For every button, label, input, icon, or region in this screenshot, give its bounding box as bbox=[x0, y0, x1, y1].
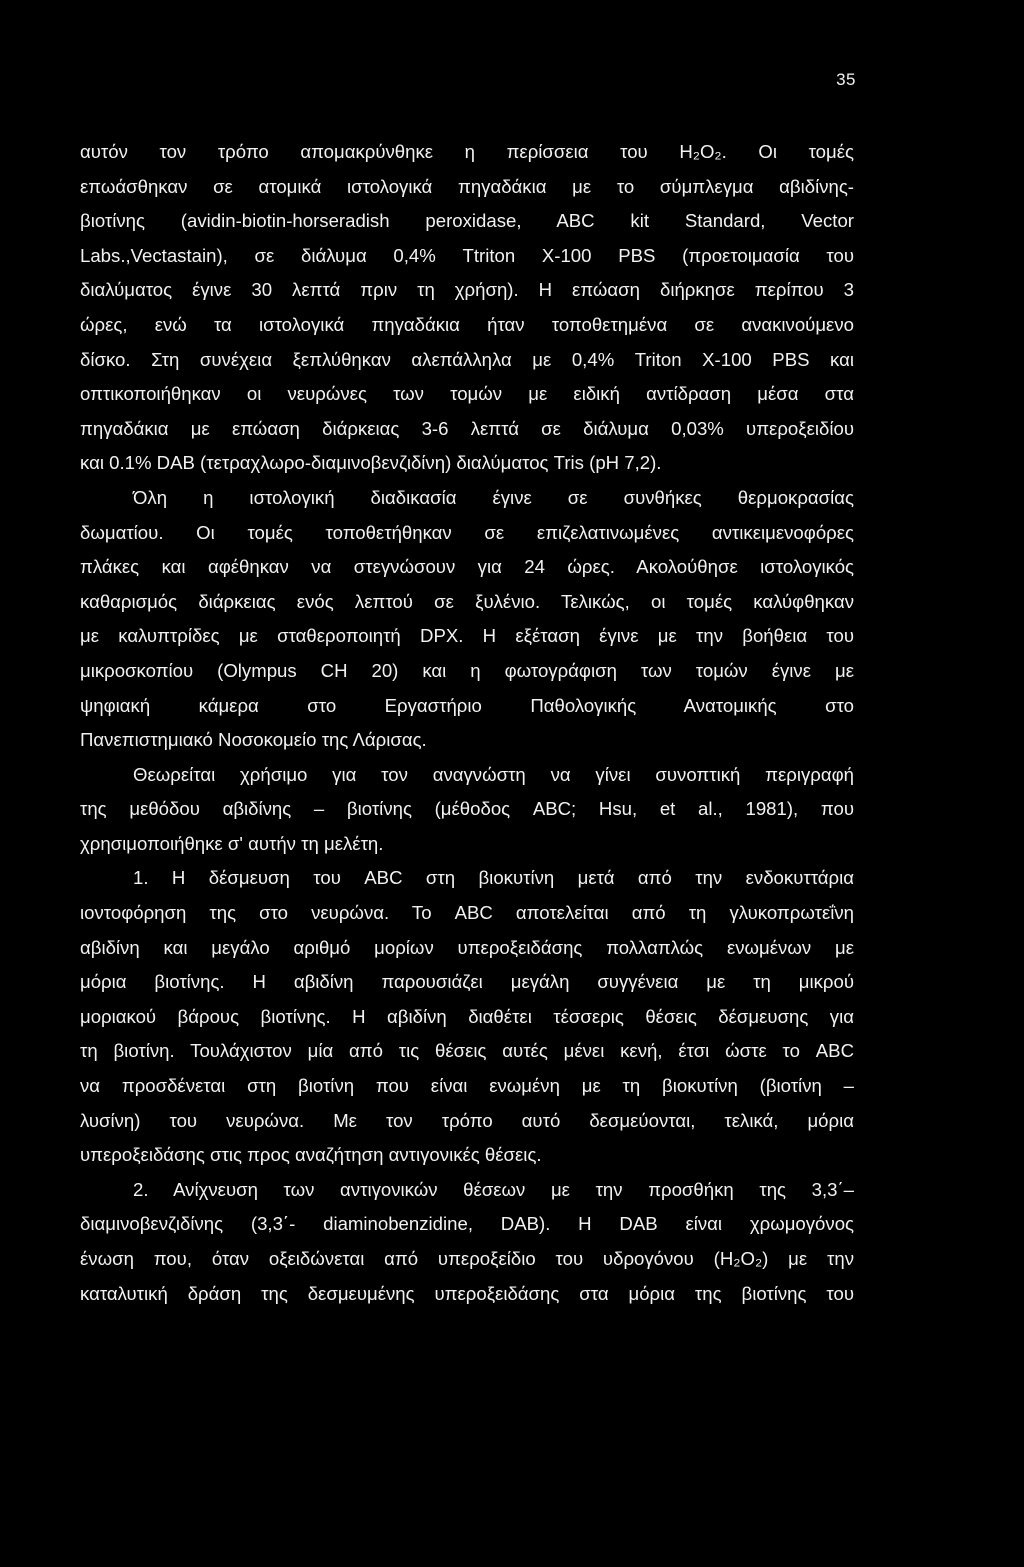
page-number: 35 bbox=[836, 70, 856, 89]
text-line: Όλη η ιστολογική διαδικασία έγινε σε συνθήκες θερμοκρασίας bbox=[133, 486, 854, 508]
text-line: καταλυτική δράση της δεσμευμένης υπεροξειδάσης στα μόρια της βιοτίνης του bbox=[80, 1282, 854, 1304]
text-line: οπτικοποιήθηκαν οι νευρώνες των τομών με ειδική αντίδραση μέσα στα bbox=[80, 383, 854, 405]
text-line: Labs.,Vectastain), σε διάλυμα 0,4% Ttriton X-100 PBS (προετοιμασία του bbox=[80, 244, 854, 266]
text-line: υπεροξειδάσης στις προς αναζήτηση αντιγονικές θέσεις. bbox=[80, 1144, 542, 1166]
text-line: τη βιοτίνη. Τουλάχιστον μία από τις θέσεις αυτές μένει κενή, έτσι ώστε το ABC bbox=[80, 1040, 854, 1062]
text-line: διαλύματος έγινε 30 λεπτά πριν τη χρήση). Η επώαση διήρκησε περίπου 3 bbox=[80, 279, 854, 301]
text-line: ώρες, ενώ τα ιστολογικά πηγαδάκια ήταν τοποθετημένα σε ανακινούμενο bbox=[80, 313, 854, 335]
text-line: μοριακού βάρους βιοτίνης. Η αβιδίνη διαθέτει τέσσερις θέσεις δέσμευσης για bbox=[80, 1005, 854, 1027]
text-line: δίσκο. Στη συνέχεια ξεπλύθηκαν αλεπάλληλα με 0,4% Triton X-100 PBS και bbox=[80, 348, 854, 370]
text-line: επωάσθηκαν σε ατομικά ιστολογικά πηγαδάκια με το σύμπλεγμα αβιδίνης- bbox=[80, 175, 854, 197]
text-line: μόρια βιοτίνης. Η αβιδίνη παρουσιάζει μεγάλη συγγένεια με τη μικρού bbox=[80, 971, 854, 993]
text-line: Θεωρείται χρήσιμο για τον αναγνώστη να γίνει συνοπτική περιγραφή bbox=[133, 763, 854, 785]
text-line: μικροσκοπίου (Olympus CH 20) και η φωτογράφιση των τομών έγινε με bbox=[80, 659, 854, 681]
text-line: με καλυπτρίδες με σταθεροποιητή DPX. Η εξέταση έγινε με την βοήθεια του bbox=[80, 625, 854, 647]
text-line: 2. Ανίχνευση των αντιγονικών θέσεων με την προσθήκη της 3,3΄– bbox=[133, 1178, 854, 1200]
text-line: 1. Η δέσμευση του ABC στη βιοκυτίνη μετά από την ενδοκυττάρια bbox=[133, 867, 854, 889]
text-line: καθαρισμός διάρκειας ενός λεπτού σε ξυλένιο. Τελικώς, οι τομές καλύφθηκαν bbox=[80, 590, 854, 612]
text-line: δωματίου. Οι τομές τοποθετήθηκαν σε επιζελατινωμένες αντικειμενοφόρες bbox=[80, 521, 854, 543]
text-line: της μεθόδου αβιδίνης – βιοτίνης (μέθοδος ABC; Hsu, et al., 1981), που bbox=[80, 798, 854, 820]
text-line: διαμινοβενζιδίνης (3,3΄- diaminobenzidine, DAB). Η DAB είναι χρωμογόνος bbox=[80, 1213, 854, 1235]
text-line: και 0.1% DAB (τετραχλωρο-διαμινοβενζιδίνη) διαλύματος Tris (pH 7,2). bbox=[80, 452, 662, 474]
text-line: πλάκες και αφέθηκαν να στεγνώσουν για 24 ώρες. Ακολούθησε ιστολογικός bbox=[80, 556, 854, 578]
text-line: ένωση που, όταν οξειδώνεται από υπεροξείδιο του υδρογόνου (H₂O₂) με την bbox=[80, 1248, 854, 1269]
text-line: λυσίνη) του νευρώνα. Με τον τρόπο αυτό δεσμεύονται, τελικά, μόρια bbox=[80, 1109, 854, 1131]
text-line: Πανεπιστημιακό Νοσοκομείο της Λάρισας. bbox=[80, 729, 427, 751]
text-line: βιοτίνης (avidin-biotin-horseradish peroxidase, ABC kit Standard, Vector bbox=[80, 210, 854, 232]
text-line: ιοντοφόρηση της στο νευρώνα. Το ABC αποτελείται από τη γλυκοπρωτεΐνη bbox=[80, 902, 854, 924]
text-line: αβιδίνη και μεγάλο αριθμό μορίων υπεροξειδάσης πολλαπλώς ενωμένων με bbox=[80, 936, 854, 958]
text-line: να προσδένεται στη βιοτίνη που είναι ενωμένη με τη βιοκυτίνη (βιοτίνη – bbox=[80, 1075, 854, 1097]
text-line: πηγαδάκια με επώαση διάρκειας 3-6 λεπτά σε διάλυμα 0,03% υπεροξειδίου bbox=[80, 417, 854, 439]
text-line: χρησιμοποιήθηκε σ' αυτήν τη μελέτη. bbox=[80, 832, 384, 854]
text-line: ψηφιακή κάμερα στο Εργαστήριο Παθολογικής Ανατομικής στο bbox=[80, 694, 854, 716]
text-line: αυτόν τον τρόπο απομακρύνθηκε η περίσσεια του H₂O₂. Οι τομές bbox=[80, 141, 854, 162]
body-text bbox=[80, 135, 854, 1311]
